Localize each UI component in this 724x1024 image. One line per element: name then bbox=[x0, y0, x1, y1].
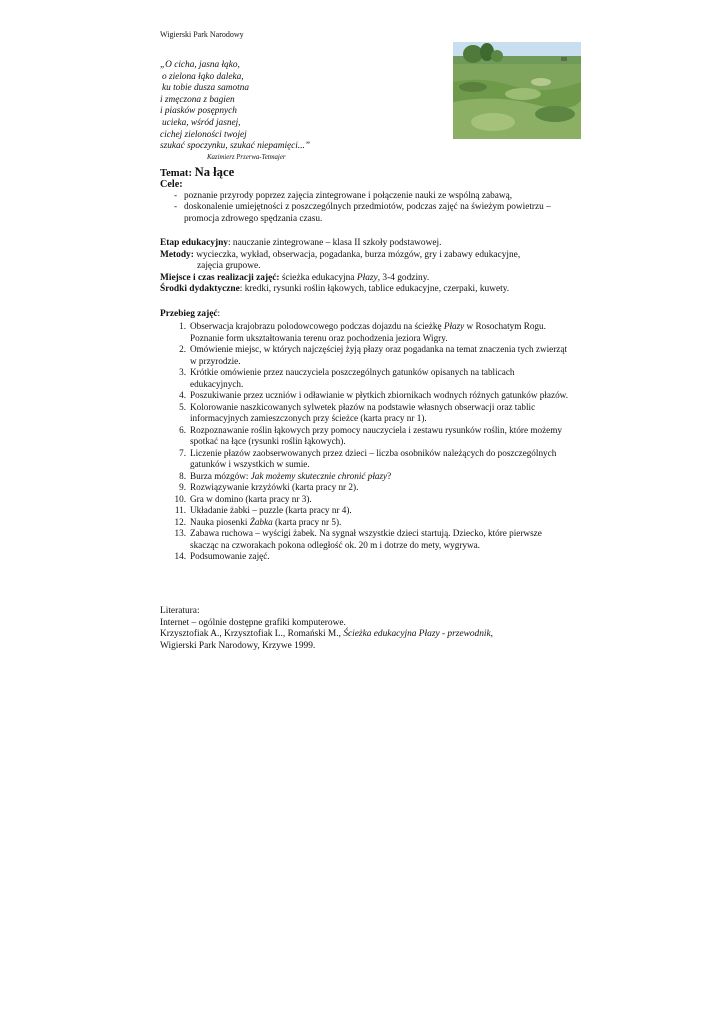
procedure-label: Przebieg zajęć bbox=[160, 309, 218, 319]
step-number: 10. bbox=[174, 493, 186, 504]
aids-line bbox=[160, 284, 570, 296]
poem-line: szukać spoczynku, szukać niepamięci...” bbox=[160, 141, 311, 152]
step-text: Układanie żabki – puzzle (karta pracy nr 4). bbox=[190, 505, 352, 515]
place-text: ścieżka edukacyjna bbox=[279, 272, 357, 283]
step-text: Rozwiązywanie krzyżówki (karta pracy nr 2). bbox=[190, 482, 359, 492]
literature-label: Literatura: bbox=[160, 606, 200, 616]
page-header: Wigierski Park Narodowy bbox=[160, 30, 244, 39]
step-italic: Jak możemy skutecznie chronić płazy bbox=[250, 470, 388, 481]
procedure-step bbox=[160, 402, 570, 425]
goals-list bbox=[174, 191, 574, 225]
procedure-step bbox=[160, 551, 570, 563]
poem-line: i zmęczona z bagien bbox=[160, 94, 235, 105]
step-text-end: ? bbox=[387, 470, 392, 481]
literature-title: Ścieżka edukacyjna Płazy - przewodnik bbox=[343, 629, 491, 640]
goals-label: Cele: bbox=[160, 179, 183, 190]
procedure-step bbox=[160, 505, 570, 517]
methods-label: Metody: bbox=[160, 249, 194, 260]
goal-item: - poznanie przyrody poprzez zajęcia zintegrowane i połączenie nauki ze wspólną zabawą, bbox=[174, 191, 513, 201]
meadow-image bbox=[453, 42, 581, 139]
poem-line: o zielona łąko daleka, bbox=[162, 71, 244, 82]
place-text-end: , 3-4 godziny. bbox=[377, 272, 430, 283]
literature-line bbox=[160, 629, 580, 641]
poem-line: ucieka, wśród jasnej, bbox=[162, 117, 241, 128]
literature bbox=[160, 606, 580, 653]
goal-text: poznanie przyrody poprzez zajęcia zintegrowane i połączenie nauki ze wspólną zabawą, bbox=[184, 191, 513, 201]
step-text: Kolorowanie naszkicowanych sylwetek płazów na podstawie własnych obserwacji oraz tablic informacyjnych zamieszczonych przy ścieżce (karta pracy nr 1). bbox=[190, 401, 536, 423]
step-number: 5. bbox=[179, 401, 186, 412]
topic-line bbox=[160, 165, 234, 180]
literature-line: Wigierski Park Narodowy, Krzywe 1999. bbox=[160, 641, 316, 652]
procedure-step bbox=[160, 482, 570, 494]
step-italic: Żabka bbox=[249, 516, 273, 527]
poem-author: Kazimierz Przerwa-Tetmajer bbox=[207, 154, 286, 161]
step-text: Zabawa ruchowa – wyścigi żabek. Na sygnał wszystkie dzieci startują. Dziecko, które pierwsze skacząc na czworakach pokona odległość ok. 20 m i dotrze do mety, wygrywa. bbox=[190, 528, 542, 550]
procedure-step bbox=[160, 528, 570, 551]
step-number: 3. bbox=[179, 367, 186, 377]
step-text: Burza mózgów: bbox=[190, 470, 251, 481]
methods-value: wycieczka, wykład, obserwacja, pogadanka, burza mózgów, gry i zabawy edukacyjne, bbox=[193, 249, 521, 260]
procedure-step bbox=[160, 448, 570, 471]
literature-line: Internet – ogólnie dostępne grafiki komputerowe. bbox=[160, 617, 346, 628]
poem-line: cichej zieloności twojej bbox=[160, 129, 247, 140]
step-text: Rozpoznawanie roślin łąkowych przy pomocy nauczyciela i zestawu rysunków roślin, które możemy spotkać na łące (rysunki roślin łąkowych). bbox=[190, 424, 562, 446]
step-text: Poszukiwanie przez uczniów i odławianie w płytkich zbiornikach wodnych różnych gatunków płazów. bbox=[190, 390, 569, 400]
step-text: Liczenie płazów zaobserwowanych przez dzieci – liczba osobników należących do poszczególnych gatunków i wszystkich w sumie. bbox=[190, 447, 557, 469]
stage-label: Etap edukacyjny bbox=[160, 238, 228, 248]
goal-text: doskonalenie umiejętności z poszczególnych przedmiotów, podczas zajęć na świeżym powietrzu – promocja zdrowego spędzania czasu. bbox=[184, 202, 551, 224]
step-number: 1. bbox=[179, 321, 186, 331]
step-text: Nauka piosenki bbox=[190, 516, 250, 527]
step-text: Podsumowanie zajęć. bbox=[190, 551, 270, 561]
methods-continuation: zajęcia grupowe. bbox=[197, 261, 261, 271]
goal-item: - doskonalenie umiejętności z poszczególnych przedmiotów, podczas zajęć na świeżym powietrzu – promocja zdrowego spędzania czasu. bbox=[174, 202, 551, 224]
step-number: 11. bbox=[174, 505, 186, 515]
lesson-meta bbox=[160, 238, 570, 296]
procedure-step bbox=[160, 367, 570, 390]
meadow-photo bbox=[453, 42, 581, 139]
place-line bbox=[160, 273, 570, 285]
stage-value: : nauczanie zintegrowane – klasa II szkoły podstawowej. bbox=[227, 238, 442, 248]
step-number: 7. bbox=[179, 447, 186, 458]
procedure-step bbox=[160, 390, 570, 402]
step-number: 9. bbox=[179, 482, 186, 492]
topic-label: Temat: bbox=[160, 168, 192, 179]
poem-line: ku tobie dusza samotna bbox=[162, 83, 250, 94]
procedure-step bbox=[160, 344, 570, 367]
aids-label: Środki dydaktyczne bbox=[160, 284, 240, 294]
step-number: 14. bbox=[174, 551, 186, 561]
place-label: Miejsce i czas realizacji zajęć: bbox=[160, 272, 280, 283]
step-text-end: (karta pracy nr 5). bbox=[272, 516, 342, 527]
stage-line bbox=[160, 238, 570, 250]
step-text: Omówienie miejsc, w których najczęściej żyją płazy oraz pogadanka na temat znaczenia tych zwierząt w przyrodzie. bbox=[190, 344, 568, 366]
step-text: Obserwacja krajobrazu polodowcowego podczas dojazdu na ścieżkę bbox=[190, 321, 444, 331]
aids-value: : kredki, rysunki roślin łąkowych, tablice edukacyjne, czerpaki, kuwety. bbox=[239, 284, 510, 294]
literature-authors: Krzysztofiak A., Krzysztofiak L., Romański M., bbox=[160, 629, 344, 640]
step-text: Krótkie omówienie przez nauczyciela poszczególnych gatunków opisanych na tablicach edukacyjnych. bbox=[190, 367, 515, 389]
step-italic: Płazy bbox=[443, 321, 465, 331]
procedure-step bbox=[160, 425, 570, 448]
step-text-end: w Rosochatym Rogu. Poznanie form ukształtowania terenu oraz pochodzenia jeziora Wigry. bbox=[190, 321, 546, 343]
procedure-colon: : bbox=[217, 309, 221, 319]
procedure-heading bbox=[160, 309, 220, 319]
methods-line bbox=[160, 250, 570, 262]
step-number: 12. bbox=[174, 516, 186, 527]
procedure-step bbox=[160, 517, 570, 529]
procedure-list bbox=[160, 321, 570, 563]
step-number: 2. bbox=[179, 344, 186, 354]
poem-line: i piasków posępnych bbox=[160, 106, 237, 117]
literature-punct: , bbox=[490, 629, 494, 640]
step-number: 13. bbox=[174, 528, 186, 538]
place-italic: Płazy bbox=[356, 272, 378, 283]
step-number: 8. bbox=[179, 470, 186, 481]
procedure-step bbox=[160, 471, 570, 483]
step-text: Gra w domino (karta pracy nr 3). bbox=[190, 493, 312, 504]
poem bbox=[160, 60, 310, 153]
step-number: 4. bbox=[179, 390, 186, 400]
poem-line: „O cicha, jasna łąko, bbox=[160, 60, 240, 70]
procedure-step bbox=[160, 494, 570, 506]
procedure-step bbox=[160, 321, 570, 344]
topic-value: Na łące bbox=[194, 165, 235, 179]
step-number: 6. bbox=[179, 424, 186, 435]
